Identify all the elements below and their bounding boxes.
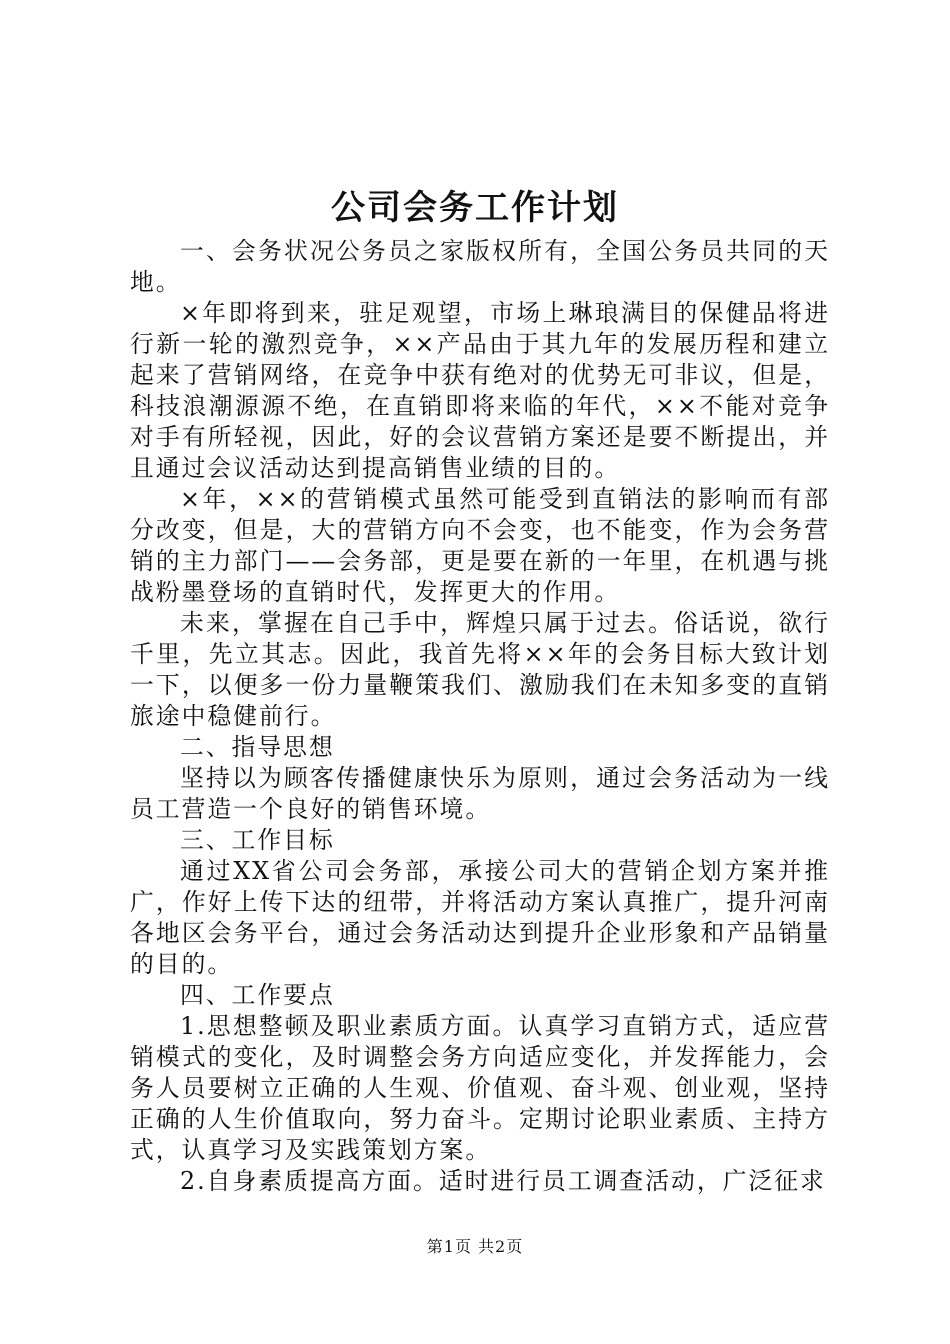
paragraph-point-2: 2.自身素质提高方面。适时进行员工调查活动，广泛征求: [179, 1167, 826, 1195]
document-body: [130, 236, 830, 1197]
paragraph: 通过XX省公司会务部，承接公司大的营销企划方案并推广，作好上传下达的纽带，并将活动方案认真推广，提升河南各地区会务平台，通过会务活动达到提升企业形象和产品销量的目的。: [130, 857, 830, 978]
paragraph: 未来，掌握在自己手中，辉煌只属于过去。俗话说，欲行千里，先立其志。因此，我首先将××年的会务目标大致计划一下，以便多一份力量鞭策我们、激励我们在未知多变的直销旅途中稳健前行。: [130, 609, 830, 730]
paragraph-section-1-heading: 一、会务状况公务员之家版权所有，全国公务员共同的天地。: [130, 237, 830, 296]
document-title: 公司会务工作计划: [331, 188, 619, 228]
section-heading-work-goals: 三、工作目标: [179, 826, 335, 854]
paragraph: 坚持以为顾客传播健康快乐为原则，通过会务活动为一线员工营造一个良好的销售环境。: [130, 764, 830, 823]
paragraph: ×年，××的营销模式虽然可能受到直销法的影响而有部分改变，但是，大的营销方向不会变，也不能变，作为会务营销的主力部门——会务部，更是要在新的一年里，在机遇与挑战粉墨登场的直销时代，发挥更大的作用。: [130, 485, 830, 606]
paragraph-point-1: 1.思想整顿及职业素质方面。认真学习直销方式，适应营销模式的变化，及时调整会务方向适应变化，并发挥能力，会务人员要树立正确的人生观、价值观、奋斗观、创业观，坚持正确的人生价值取向，努力奋斗。定期讨论职业素质、主持方式，认真学习及实践策划方案。: [130, 1012, 830, 1164]
page-footer: 第1页 共2页: [426, 1237, 524, 1256]
paragraph: ×年即将到来，驻足观望，市场上琳琅满目的保健品将进行新一轮的激烈竞争，××产品由于其九年的发展历程和建立起来了营销网络，在竞争中获有绝对的优势无可非议，但是，科技浪潮源源不绝，在直销即将来临的年代，××不能对竞争对手有所轻视，因此，好的会议营销方案还是要不断提出，并且通过会议活动达到提高销售业绩的目的。: [130, 299, 830, 482]
section-heading-guiding-ideology: 二、指导思想: [179, 733, 335, 761]
section-heading-work-points: 四、工作要点: [179, 981, 335, 1009]
